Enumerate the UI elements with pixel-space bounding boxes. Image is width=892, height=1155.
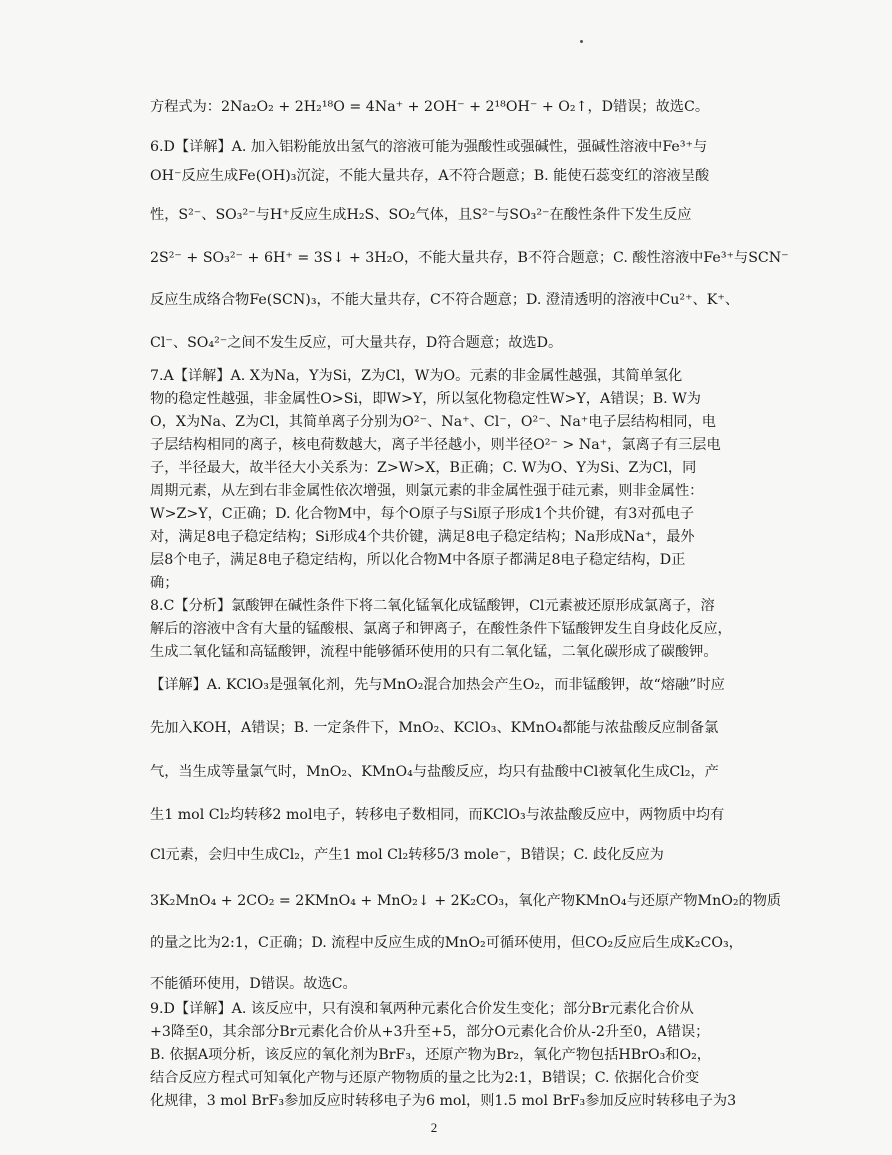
text-line: 对，满足8电子稳定结构；Si形成4个共价键，满足8电子稳定结构；Na形成Na⁺，最外 bbox=[150, 529, 695, 545]
text-line: 性，S²⁻、SO₃²⁻与H⁺反应生成H₂S、SO₂气体，且S²⁻与SO₃²⁻在酸性条件下发生反应 bbox=[150, 207, 692, 223]
text-line: +3降至0，其余部分Br元素化合价从+3升至+5，部分O元素化合价从-2升至0，A错误； bbox=[150, 1024, 710, 1040]
text-line: 方程式为：2Na₂O₂ + 2H₂¹⁸O = 4Na⁺ + 2OH⁻ + 2¹⁸OH⁻ + O₂↑，D错误；故选C。 bbox=[150, 99, 710, 115]
text-line: OH⁻反应生成Fe(OH)₃沉淀，不能大量共存，A不符合题意；B. 能使石蕊变红的溶液呈酸 bbox=[150, 168, 710, 184]
text-line: 周期元素，从左到右非金属性依次增强，则氯元素的非金属性强于硅元素，则非金属性： bbox=[150, 483, 704, 499]
scan-speck bbox=[580, 40, 583, 43]
text-line: 先加入KOH，A错误；B. 一定条件下，MnO₂、KClO₃、KMnO₄都能与浓盐酸反应制备氯 bbox=[150, 720, 719, 736]
text-line: O，X为Na、Z为Cl，其简单离子分别为O²⁻、Na⁺、Cl⁻，O²⁻、Na⁺电子层结构相同，电 bbox=[150, 414, 716, 430]
text-line: 化规律，3 mol BrF₃参加反应时转移电子为6 mol，则1.5 mol BrF₃参加反应时转移电子为3 bbox=[150, 1093, 737, 1109]
text-line: 7.A【详解】A. X为Na，Y为Si，Z为Cl，W为O。元素的非金属性越强，其简单氢化 bbox=[150, 368, 683, 384]
text-line: 反应生成络合物Fe(SCN)₃，不能大量共存，C不符合题意；D. 澄清透明的溶液中Cu²⁺、K⁺、 bbox=[150, 292, 740, 308]
text-line: 8.C【分析】氯酸钾在碱性条件下将二氧化锰氧化成锰酸钾，Cl元素被还原形成氯离子，溶 bbox=[150, 598, 715, 614]
text-line: 生成二氧化锰和高锰酸钾，流程中能够循环使用的只有二氧化锰，二氧化碳形成了碳酸钾。 bbox=[150, 644, 718, 660]
text-line: Cl元素，会归中生成Cl₂，产生1 mol Cl₂转移5/3 mole⁻，B错误；C. 歧化反应为 bbox=[150, 847, 664, 863]
text-line: 6.D【详解】A. 加入铝粉能放出氢气的溶液可能为强酸性或强碱性，强碱性溶液中Fe³⁺与 bbox=[150, 139, 708, 155]
text-line: W>Z>Y，C正确；D. 化合物M中，每个O原子与Si原子形成1个共价键，有3对孤电子 bbox=[150, 506, 695, 522]
text-line: Cl⁻、SO₄²⁻之间不发生反应，可大量共存，D符合题意；故选D。 bbox=[150, 335, 563, 351]
text-line: 9.D【详解】A. 该反应中，只有溴和氧两种元素化合价发生变化；部分Br元素化合价从 bbox=[150, 1001, 694, 1017]
text-line: 物的稳定性越强，非金属性O>Si，即W>Y，所以氢化物稳定性W>Y，A错误；B. W为 bbox=[150, 391, 701, 407]
text-line: 子层结构相同的离子，核电荷数越大，离子半径越小，则半径O²⁻ > Na⁺，氯离子有三层电 bbox=[150, 437, 721, 453]
text-line: 生1 mol Cl₂均转移2 mol电子，转移电子数相同，而KClO₃与浓盐酸反应中，两物质中均有 bbox=[150, 807, 725, 823]
text-line: 2S²⁻ + SO₃²⁻ + 6H⁺ = 3S↓ + 3H₂O，不能大量共存，B不符合题意；C. 酸性溶液中Fe³⁺与SCN⁻ bbox=[150, 250, 789, 266]
text-line: 不能循环使用，D错误。故选C。 bbox=[150, 976, 357, 992]
text-line: 气，当生成等量氯气时，MnO₂、KMnO₄与盐酸反应，均只有盐酸中Cl被氧化生成Cl₂，产 bbox=[150, 764, 719, 780]
text-line: 解后的溶液中含有大量的锰酸根、氯离子和钾离子，在酸性条件下锰酸钾发生自身歧化反应， bbox=[150, 621, 732, 637]
text-line: 【详解】A. KClO₃是强氧化剂，先与MnO₂混合加热会产生O₂，而非锰酸钾，故“熔融”时应 bbox=[150, 677, 725, 693]
text-line: 结合反应方程式可知氧化产物与还原产物物质的量之比为2:1，B错误；C. 依据化合价变 bbox=[150, 1070, 700, 1086]
text-line: 确； bbox=[150, 575, 179, 591]
text-line: 子，半径最大，故半径大小关系为：Z>W>X，B正确；C. W为O、Y为Si、Z为Cl，同 bbox=[150, 460, 697, 476]
text-line: B. 依据A项分析，该反应的氧化剂为BrF₃，还原产物为Br₂，氧化产物包括HBrO₃和O₂， bbox=[150, 1047, 711, 1063]
page-number: 2 bbox=[430, 1120, 438, 1135]
text-line: 的量之比为2:1，C正确；D. 流程中反应生成的MnO₂可循环使用，但CO₂反应后生成K₂CO₃， bbox=[150, 935, 743, 951]
text-line: 层8个电子，满足8电子稳定结构，所以化合物M中各原子都满足8电子稳定结构，D正 bbox=[150, 552, 686, 568]
text-line: 3K₂MnO₄ + 2CO₂ = 2KMnO₄ + MnO₂↓ + 2K₂CO₃，氧化产物KMnO₄与还原产物MnO₂的物质 bbox=[150, 893, 782, 909]
